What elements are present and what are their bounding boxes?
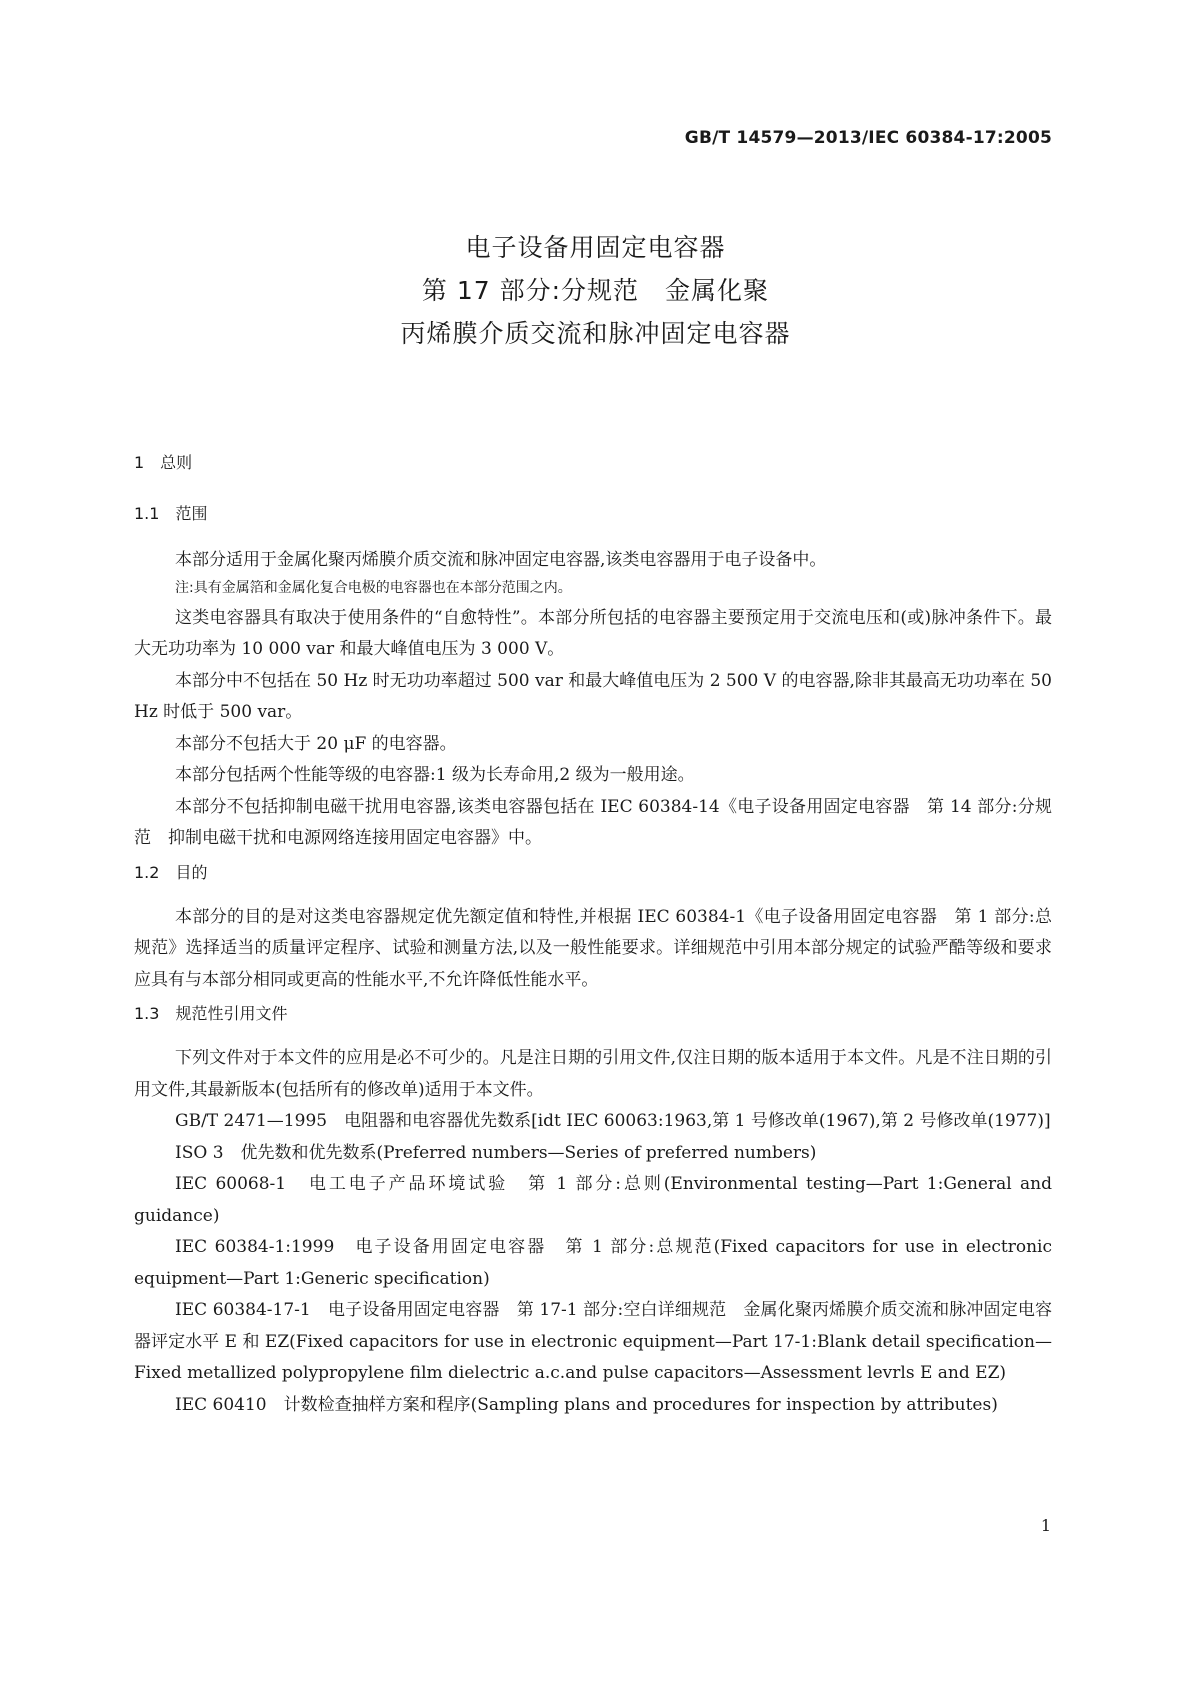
scope-paragraph-5: 本部分包括两个性能等级的电容器:1 级为长寿命用,2 级为一般用途。 — [175, 765, 695, 785]
reference-item: ISO 3 优先数和优先数系(Preferred numbers—Series of preferred numbers) — [175, 1142, 817, 1163]
document-body — [134, 447, 1052, 1421]
scope-paragraph-3: 本部分中不包括在 50 Hz 时无功功率超过 500 var 和最大峰值电压为 2 500 V 的电容器,除非其最高无功功率在 50 Hz 时低于 500 var。 — [134, 670, 1052, 722]
section-1-3-heading: 1.3 规范性引用文件 — [134, 1004, 288, 1023]
standard-code: GB/T 14579—2013/IEC 60384-17:2005 — [684, 128, 1052, 148]
title-line-1: 电子设备用固定电容器 — [465, 233, 726, 262]
section-1-1-heading: 1.1 范围 — [134, 504, 208, 523]
reference-item: GB/T 2471—1995 电阻器和电容器优先数系[idt IEC 60063:1963,第 1 号修改单(1967),第 2 号修改单(1977)] — [175, 1111, 1051, 1131]
reference-item: IEC 60384-17-1 电子设备用固定电容器 第 17-1 部分:空白详细规范 金属化聚丙烯膜介质交流和脉冲固定电容器评定水平 E 和 EZ(Fixed capacitors for use in electronic equipment—Part 17-1:Blank detail specification—Fixed metallized polypropylene film dielectric a.c.and pulse capacitors—Assessment levrls E and EZ) — [134, 1300, 1052, 1383]
document-title — [0, 226, 1191, 355]
section-1-heading: 1 总则 — [134, 453, 193, 472]
scope-paragraph-4: 本部分不包括大于 20 μF 的电容器。 — [175, 733, 457, 754]
scope-note — [134, 577, 1052, 599]
reference-item: IEC 60068-1 电工电子产品环境试验 第 1 部分:总则(Environmental testing—Part 1:General and guidance) — [134, 1174, 1052, 1226]
scope-paragraph-1: 本部分适用于金属化聚丙烯膜介质交流和脉冲固定电容器,该类电容器用于电子设备中。 — [175, 550, 827, 570]
reference-item: IEC 60384-1:1999 电子设备用固定电容器 第 1 部分:总规范(Fixed capacitors for use in electronic equipment—Part 1:Generic specification) — [134, 1237, 1052, 1289]
note-text: 具有金属箔和金属化复合电极的电容器也在本部分范围之内。 — [193, 579, 572, 596]
section-1-2-heading: 1.2 目的 — [134, 862, 208, 882]
title-line-2: 第 17 部分:分规范 金属化聚 — [421, 276, 770, 305]
scope-paragraph-2: 这类电容器具有取决于使用条件的“自愈特性”。本部分所包括的电容器主要预定用于交流电压和(或)脉冲条件下。最大无功功率为 10 000 var 和最大峰值电压为 3 000 V。 — [134, 607, 1052, 659]
reference-item: IEC 60410 计数检查抽样方案和程序(Sampling plans and procedures for inspection by attributes) — [175, 1394, 998, 1415]
scope-paragraph-6: 本部分不包括抑制电磁干扰用电容器,该类电容器包括在 IEC 60384-14《电子设备用固定电容器 第 14 部分:分规范 抑制电磁干扰和电源网络连接用固定电容器》中。 — [134, 796, 1052, 848]
references-intro: 下列文件对于本文件的应用是必不可少的。凡是注日期的引用文件,仅注日期的版本适用于本文件。凡是不注日期的引用文件,其最新版本(包括所有的修改单)适用于本文件。 — [134, 1048, 1052, 1100]
purpose-paragraph: 本部分的目的是对这类电容器规定优先额定值和特性,并根据 IEC 60384-1《电子设备用固定电容器 第 1 部分:总规范》选择适当的质量评定程序、试验和测量方法,以及一般性能要求。详细规范中引用本部分规定的试验严酷等级和要求应具有与本部分相同或更高的性能水平,不允许降低性能水平。 — [134, 906, 1052, 990]
title-line-3: 丙烯膜介质交流和脉冲固定电容器 — [400, 319, 791, 348]
page-number: 1 — [1040, 1516, 1051, 1535]
note-label: 注: — [175, 579, 194, 596]
